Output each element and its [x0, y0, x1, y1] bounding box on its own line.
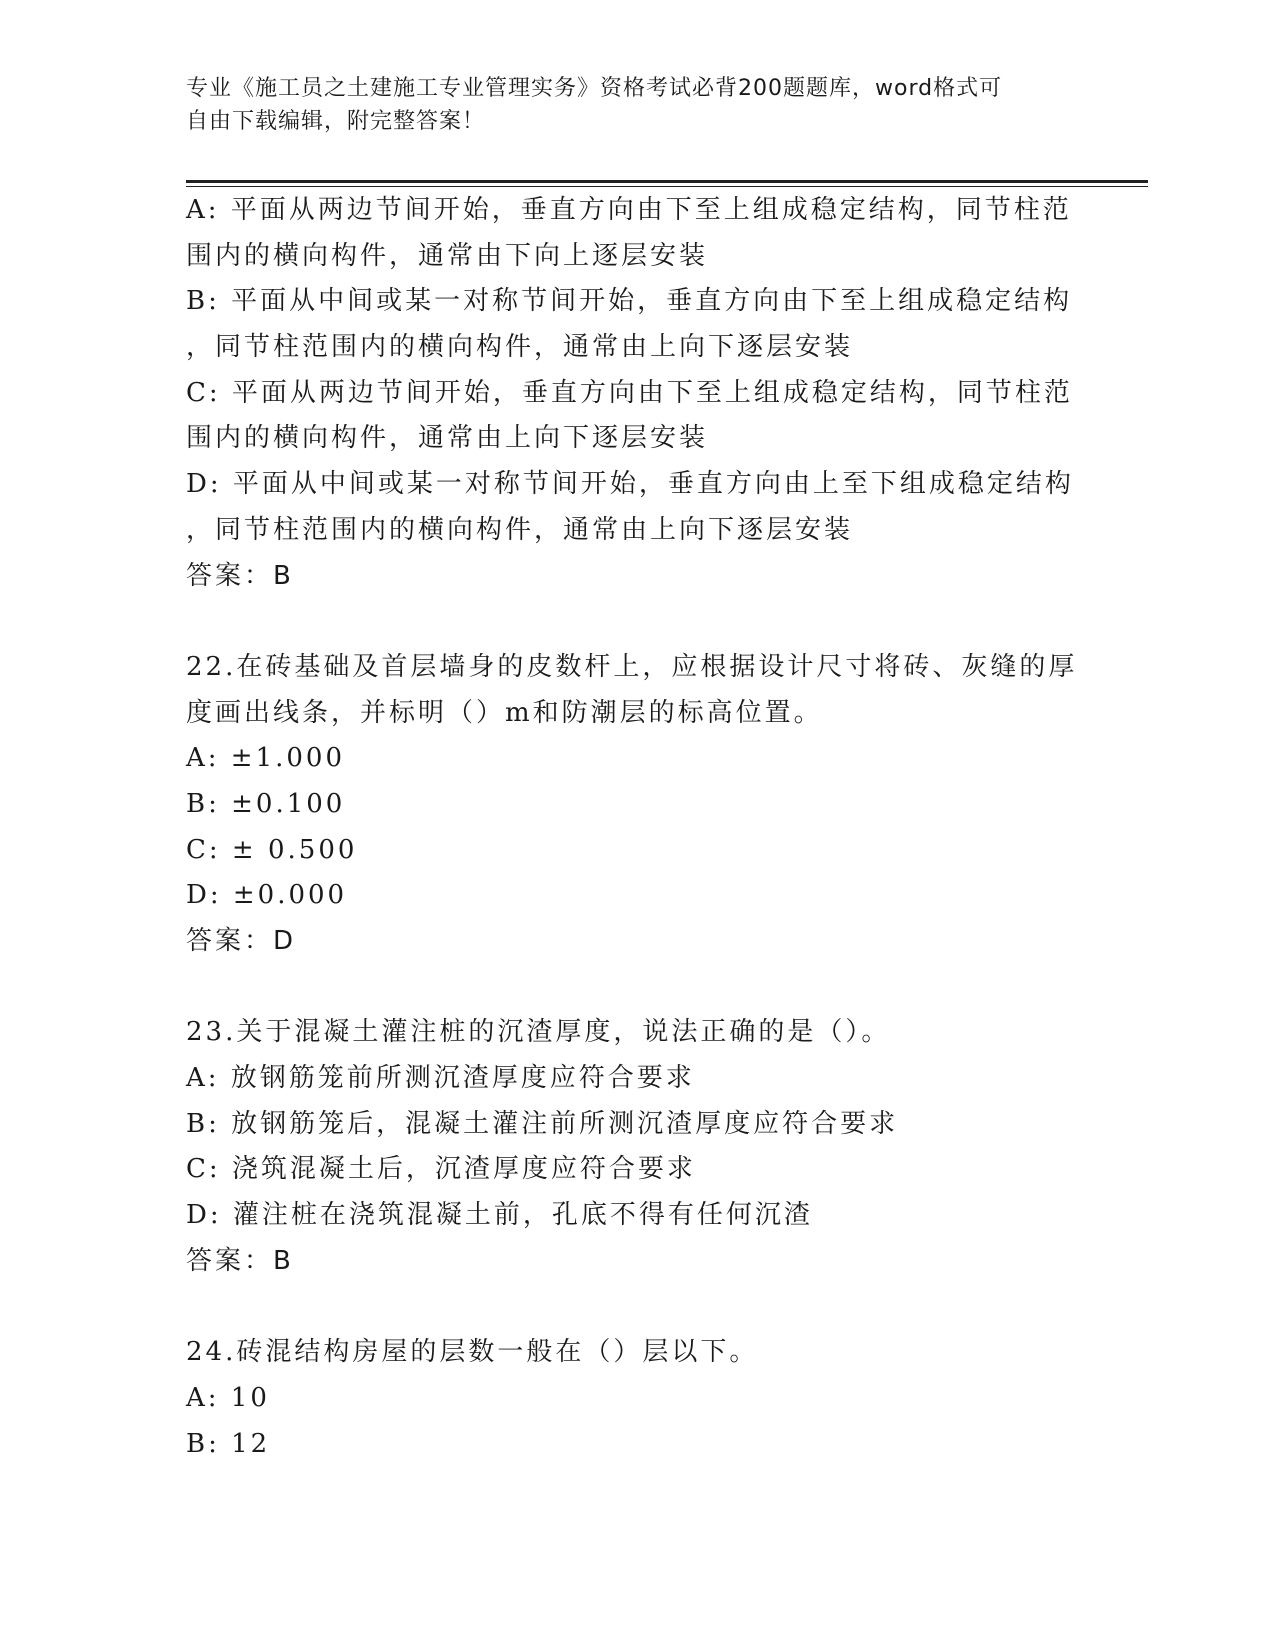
question-stem-line-2: 度画出线条，并标明（）m和防潮层的标高位置。 [186, 697, 823, 728]
header-divider [186, 180, 1148, 187]
question-stem: 23.关于混凝土灌注桩的沉渣厚度，说法正确的是（）。 [186, 1017, 891, 1048]
option-c: C: ± 0.500 [186, 834, 358, 865]
option-d: D: ±0.000 [186, 880, 348, 911]
question-21 [186, 188, 1086, 599]
option-a: A: 放钢筋笼前所测沉渣厚度应符合要求 [186, 1063, 695, 1094]
question-list [186, 188, 1086, 1467]
question-24 [186, 1330, 1086, 1467]
answer: 答案：D [186, 926, 297, 956]
answer: 答案：B [186, 1245, 294, 1276]
question-stem: 24.砖混结构房屋的层数一般在（）层以下。 [186, 1337, 759, 1368]
option-d: D: 灌注桩在浇筑混凝土前，孔底不得有任何沉渣 [186, 1200, 813, 1231]
header-line-1: 专业《施工员之土建施工专业管理实务》资格考试必背200题题库，word格式可 [186, 76, 1003, 101]
option-b-line-2: ，同节柱范围内的横向构件，通常由上向下逐层安装 [186, 332, 854, 363]
answer: 答案：B [186, 560, 294, 591]
option-d-line-2: ，同节柱范围内的横向构件，通常由上向下逐层安装 [186, 514, 854, 545]
option-a: A: ±1.000 [186, 743, 346, 774]
option-c-line-1: C: 平面从两边节间开始，垂直方向由下至上组成稳定结构，同节柱范 [186, 377, 1073, 408]
document-header [186, 72, 1086, 138]
option-c-line-2: 围内的横向构件，通常由上向下逐层安装 [186, 423, 709, 454]
option-b: B: ±0.100 [186, 788, 346, 819]
option-b: B: 12 [186, 1428, 271, 1459]
question-23 [186, 1010, 1086, 1284]
question-stem-line-1: 22.在砖基础及首层墙身的皮数杆上，应根据设计尺寸将砖、灰缝的厚 [186, 651, 1078, 682]
option-c: C: 浇筑混凝土后，沉渣厚度应符合要求 [186, 1154, 696, 1185]
option-b-line-1: B: 平面从中间或某一对称节间开始，垂直方向由下至上组成稳定结构 [186, 286, 1073, 317]
question-22 [186, 645, 1086, 965]
option-a: A: 10 [186, 1382, 270, 1413]
option-a-line-1: A: 平面从两边节间开始，垂直方向由下至上组成稳定结构，同节柱范 [186, 195, 1072, 225]
option-a-line-2: 围内的横向构件，通常由下向上逐层安装 [186, 240, 709, 271]
option-d-line-1: D: 平面从中间或某一对称节间开始，垂直方向由上至下组成稳定结构 [186, 469, 1074, 500]
option-b: B: 放钢筋笼后，混凝土灌注前所测沉渣厚度应符合要求 [186, 1108, 899, 1139]
header-line-2: 自由下载编辑，附完整答案！ [186, 109, 486, 134]
